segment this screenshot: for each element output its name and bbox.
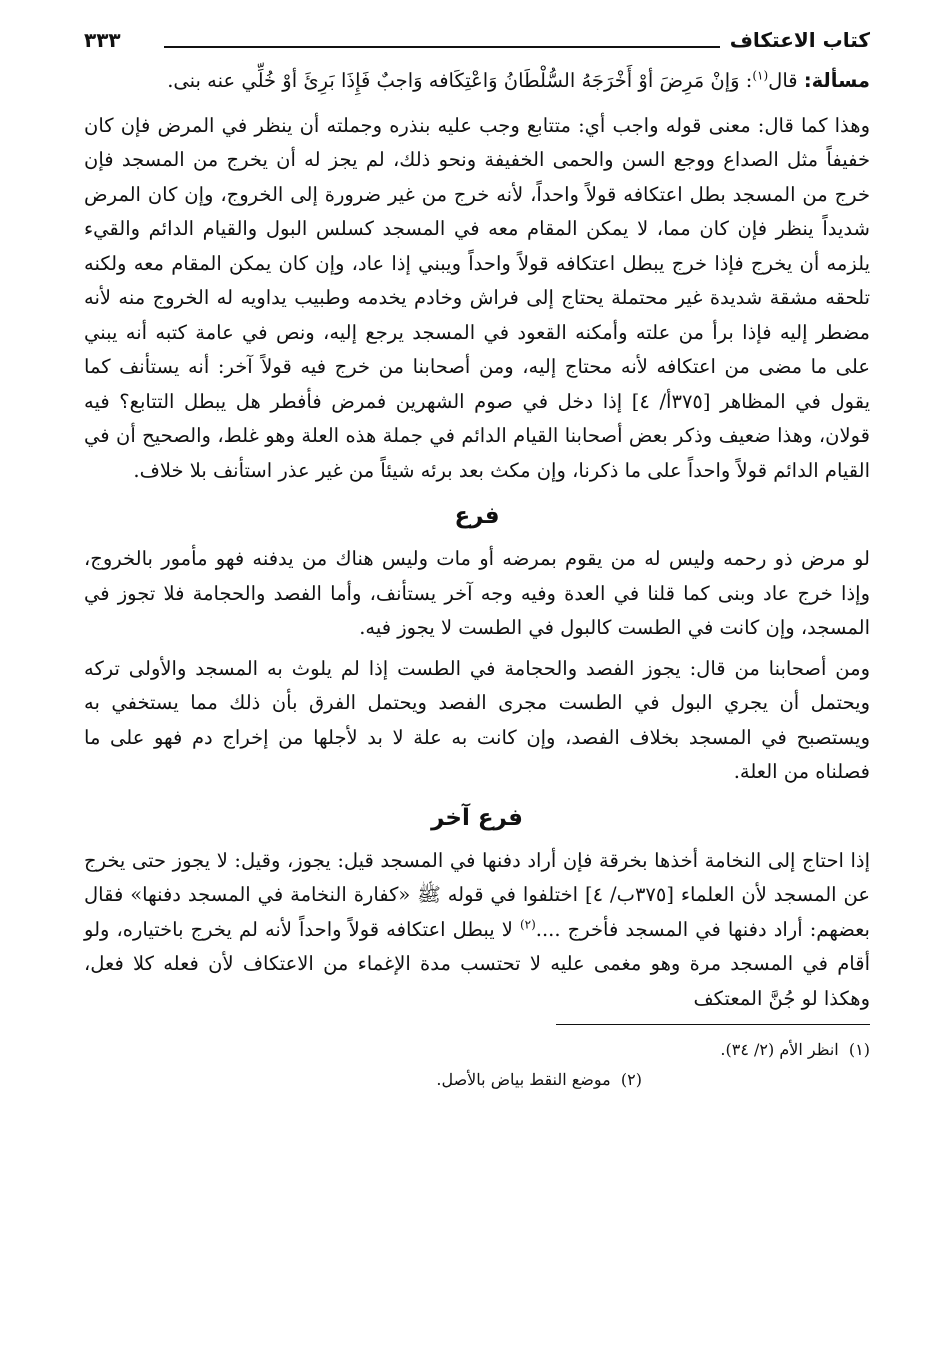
footnote-1-number: (١) — [848, 1040, 870, 1059]
footnote-2 — [84, 1065, 870, 1095]
page-header — [84, 28, 870, 64]
page-number: ٣٣٣ — [84, 28, 121, 52]
far-akhar-paragraph — [84, 844, 870, 1017]
footnote-1-text: انظر الأم (٢/ ٣٤). — [720, 1040, 839, 1059]
section-heading-far: فرع — [454, 503, 500, 529]
issue-label: مسألة: — [803, 69, 870, 92]
footnote-ref-2: (٢) — [519, 917, 536, 931]
footnotes — [84, 1024, 870, 1095]
header-rule — [164, 46, 720, 48]
far-paragraph-1: لو مرض ذو رحمه وليس له من يقوم بمرضه أو مات وليس هناك من يدفنه فهو مأمور بالخروج، وإذا خرج عاد وبنى كما قلنا في العدة وفيه وجه آخر يستأنف، وأما الفصد والحجامة فلا تجوز في المسجد، وإن كانت في الطست كالبول في الطست لا يجوز فيه. — [84, 547, 870, 639]
far-akhar-text-2: لا يبطل اعتكافه قولاً واحداً لأنه لم يخرج باختياره، ولو أقام في المسجد مرة وهو مغمى عليه لا تحتسب مدة الإغماء من الاعتكاف لأن فعله كلا فعل، وهكذا لو جُنَّ المعتكف — [84, 917, 870, 1010]
issue-quote: قال — [768, 69, 798, 92]
book-title: كتاب الاعتكاف — [729, 28, 870, 52]
footnote-1 — [84, 1035, 870, 1065]
issue-text: : وَإنْ مَرِضَ أوْ أَخْرَجَهُ السُّلْطَانُ وَاعْتِكَافه وَاجبٌ فَإِذَا بَرِئَ أوْ خُلِّي عنه بنى. — [167, 69, 753, 92]
footnote-rule — [556, 1024, 870, 1025]
footnote-2-number: (٢) — [620, 1070, 642, 1089]
far-paragraph-2: ومن أصحابنا من قال: يجوز الفصد والحجامة في الطست إذا لم يلوث به المسجد والأولى تركه ويحتمل أن يجري البول في الطست مجرى الفصد ويحتمل الفرق بأن ذلك مما يستخفي به ويستصبح في المسجد بخلاف الفصد، وإن كانت به علة لا بد لأجلها من إخراج دم فهو على ما فصلناه من العلة. — [84, 656, 870, 783]
section-heading-far-akhar: فرع آخر — [431, 804, 523, 831]
far-akhar-text-1: إذا احتاج إلى النخامة أخذها بخرقة فإن أراد دفنها في المسجد قيل: يجوز، وقيل: لا يجوز حتى يخرج عن المسجد لأن العلماء [٣٧٥ب/ ٤] اختلفوا في قوله ﷺ «كفارة النخامة في المسجد دفنها» فقال بعضهم: أراد دفنها في المسجد فأخرج .... — [84, 848, 870, 941]
commentary-paragraph: وهذا كما قال: معنى قوله واجب أي: متتابع وجب عليه بنذره وجملته أن ينظر في المرض فإن كان خفيفاً مثل الصداع ووجع السن والحمى الخفيفة ونحو ذلك، لم يجز له أن يخرج من المسجد فإن خرج من المسجد بطل اعتكافه قولاً واحداً، لأنه خرج من غير ضرورة إلى الخروج، وإن كان المرض شديداً ينظر فإن كان مما، لا يمكن المقام معه في المسجد كسلس البول والقيام الدائم والقيء يلزمه أن يخرج فإذا خرج يبطل اعتكافه قولاً واحداً ويبني إذا عاد، وإن كان يمكن المقام معه ولكنه تلحقه مشقة شديدة غير محتملة يحتاج إلى فراش وخادم يخدمه وطبيب يداويه له الخروج منه لأنه مضطر إليه فإذا برأ من علته وأمكنه القعود في المسجد يرجع إليه، ونص في عامة كتبه أنه يبني على ما مضى من اعتكافه لأنه محتاج إليه، ومن أصحابنا من خرج فيه قولاً آخر: أنه يستأنف كما يقول في المظاهر [٣٧٥أ/ ٤] إذا دخل في صوم الشهرين فمرض فأفطر هل يبطل التتابع؟ فيه قولان، وهذا ضعيف وذكر بعض أصحابنا القيام الدائم في جملة هذه العلة وهو غلط، والصحيح أن في القيام الدائم قولاً واحداً على ما ذكرنا، وإن مكث بعد برئه شيئاً من غير عذر استأنف بلا خلاف. — [84, 113, 870, 482]
footnote-ref-1: (١) — [752, 68, 769, 83]
issue-paragraph — [84, 64, 870, 99]
footnote-2-text: موضع النقط بياض بالأصل. — [436, 1070, 611, 1089]
